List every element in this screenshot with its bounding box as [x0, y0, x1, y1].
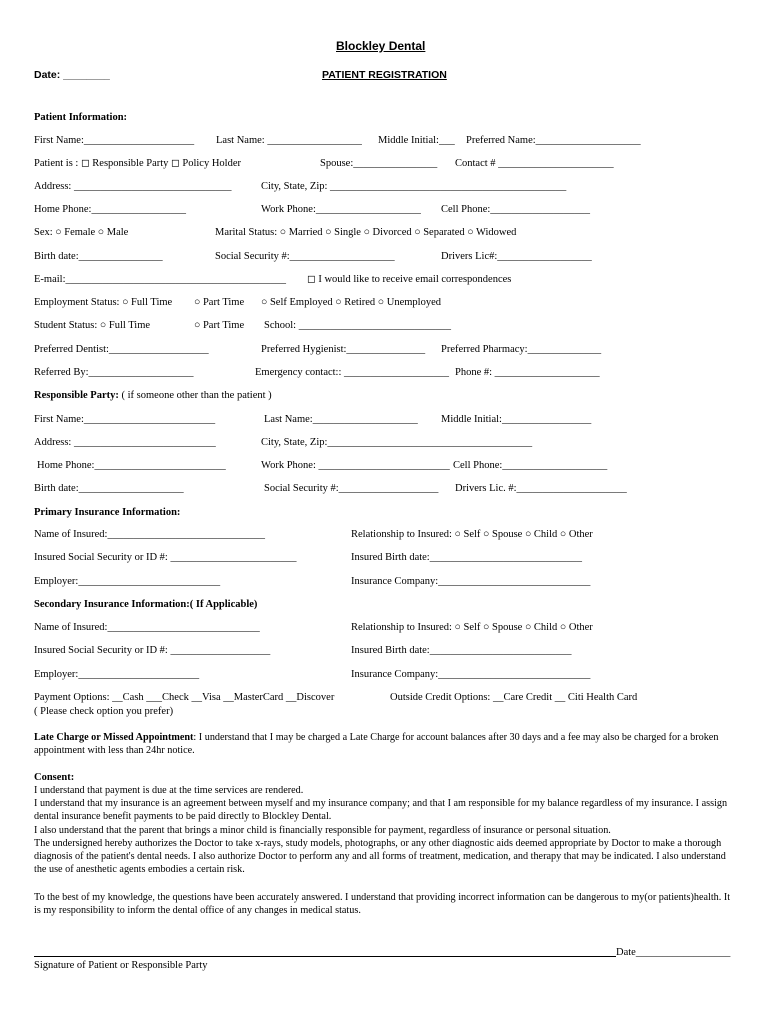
rp-work-phone-field[interactable]: Work Phone: _________________________: [261, 460, 450, 471]
patient-middle-initial-field[interactable]: Middle Initial:___: [378, 135, 455, 146]
employment-part-time-option[interactable]: ○ Part Time: [194, 297, 245, 308]
patient-is-options[interactable]: Patient is : ◻ Responsible Party ◻ Policy Holder: [34, 158, 242, 169]
patient-work-phone-field[interactable]: Work Phone:____________________: [261, 204, 421, 215]
rp-last-name-field[interactable]: Last Name:____________________: [264, 414, 418, 425]
primary-name-of-insured-field[interactable]: Name of Insured:______________________________: [34, 529, 265, 540]
patient-preferred-name-field[interactable]: Preferred Name:____________________: [466, 135, 641, 146]
rp-first-name-field[interactable]: First Name:_________________________: [34, 414, 216, 425]
employment-other-options[interactable]: ○ Self Employed ○ Retired ○ Unemployed: [261, 297, 441, 308]
email-field[interactable]: E-mail:__________________________________________: [34, 274, 286, 285]
student-status-options[interactable]: Student Status: ○ Full Time: [34, 320, 151, 331]
patient-city-state-zip-field[interactable]: City, State, Zip: _____________________________________________: [261, 181, 567, 192]
payment-options[interactable]: Payment Options: __Cash ___Check __Visa __MasterCard __Discover: [34, 692, 335, 703]
secondary-employer-field[interactable]: Employer:_______________________: [34, 669, 200, 680]
employment-status-options[interactable]: Employment Status: ○ Full Time: [34, 297, 173, 308]
clinic-name: Blockley Dental: [336, 39, 426, 53]
payment-note: ( Please check option you prefer): [34, 706, 174, 717]
consent-line: The undersigned hereby authorizes the Doctor to take x-rays, study models, photographs, or any other diagnostic aids deemed appropriate by Doctor to make a thorough diagnosis of the patient's dental needs. I also authorize Doctor to perform any and all forms of treatment, medication, and therapy that may be indicated. I also understand the use of anesthetic agents embodies a certain risk.: [34, 837, 726, 876]
preferred-hygienist-field[interactable]: Preferred Hygienist:_______________: [261, 344, 426, 355]
primary-ssn-field[interactable]: Insured Social Security or ID #: ________________________: [34, 552, 297, 563]
responsible-party-title: Responsible Party:: [34, 390, 119, 401]
rp-drivers-lic-field[interactable]: Drivers Lic. #:_____________________: [455, 483, 627, 494]
late-charge-heading: Late Charge or Missed Appointment: [34, 732, 194, 743]
contact-field[interactable]: Contact # ______________________: [455, 158, 614, 169]
signature-caption: Signature of Patient or Responsible Party: [34, 960, 208, 971]
consent-line: I understand that my insurance is an agreement between myself and my insurance company; and that I am responsible for my balance regardless of my insurance. I assign dental insurance benefit payments to be paid directly to Blockley Dental.: [34, 798, 728, 823]
rp-cell-phone-field[interactable]: Cell Phone:____________________: [453, 460, 608, 471]
rp-city-state-zip-field[interactable]: City, State, Zip:_______________________________________: [261, 437, 533, 448]
patient-cell-phone-field[interactable]: Cell Phone:___________________: [441, 204, 591, 215]
preferred-dentist-field[interactable]: Preferred Dentist:___________________: [34, 344, 209, 355]
knowledge-statement: To the best of my knowledge, the questions have been accurately answered. I understand that providing incorrect information can be dangerous to my(or patients)health. It is my responsibility to inform the dental office of any changes in medical status.: [34, 892, 731, 917]
secondary-company-field[interactable]: Insurance Company:_____________________________: [351, 669, 591, 680]
primary-relationship-options[interactable]: Relationship to Insured: ○ Self ○ Spouse ○ Child ○ Other: [351, 529, 593, 540]
outside-credit-options[interactable]: Outside Credit Options: __Care Credit __ Citi Health Card: [390, 692, 638, 703]
email-opt-in-checkbox[interactable]: ◻ I would like to receive email correspondences: [307, 274, 512, 285]
consent-heading: Consent:: [34, 772, 75, 783]
school-field[interactable]: School: _____________________________: [264, 320, 451, 331]
responsible-party-heading: [34, 389, 272, 402]
signature-line[interactable]: [34, 956, 616, 957]
patient-address-field[interactable]: Address: ______________________________: [34, 181, 232, 192]
rp-home-phone-field[interactable]: Home Phone:_________________________: [37, 460, 226, 471]
patient-ssn-field[interactable]: Social Security #:____________________: [215, 251, 395, 262]
patient-birth-date-field[interactable]: Birth date:________________: [34, 251, 163, 262]
late-charge-text: : I understand that I may be charged a Late Charge for account balances after 30 days and a fee may also be charged for a broken appointment with less than 24hr notice.: [34, 732, 719, 757]
primary-employer-field[interactable]: Employer:___________________________: [34, 576, 221, 587]
primary-insurance-heading: Primary Insurance Information:: [34, 507, 181, 518]
patient-last-name-field[interactable]: Last Name: __________________: [216, 135, 362, 146]
emergency-phone-field[interactable]: Phone #: ____________________: [455, 367, 600, 378]
form-title: PATIENT REGISTRATION: [322, 69, 447, 81]
rp-middle-initial-field[interactable]: Middle Initial:_________________: [441, 414, 592, 425]
secondary-relationship-options[interactable]: Relationship to Insured: ○ Self ○ Spouse ○ Child ○ Other: [351, 622, 593, 633]
marital-status-options[interactable]: Marital Status: ○ Married ○ Single ○ Divorced ○ Separated ○ Widowed: [215, 227, 517, 238]
consent-body: [34, 784, 734, 876]
responsible-party-note: ( if someone other than the patient ): [118, 390, 272, 401]
signature-date-field[interactable]: Date__________________: [616, 947, 731, 958]
emergency-contact-field[interactable]: Emergency contact:: ____________________: [255, 367, 450, 378]
referred-by-field[interactable]: Referred By:____________________: [34, 367, 194, 378]
consent-line: I understand that payment is due at the time services are rendered.: [34, 785, 304, 796]
spouse-field[interactable]: Spouse:________________: [320, 158, 438, 169]
secondary-ssn-field[interactable]: Insured Social Security or ID #: ___________________: [34, 645, 271, 656]
secondary-insurance-heading: Secondary Insurance Information:( If Applicable): [34, 599, 258, 610]
preferred-pharmacy-field[interactable]: Preferred Pharmacy:______________: [441, 344, 602, 355]
primary-company-field[interactable]: Insurance Company:_____________________________: [351, 576, 591, 587]
consent-line: I also understand that the parent that brings a minor child is financially responsible for payment, regardless of insurance or personal situation.: [34, 824, 611, 836]
sex-options[interactable]: Sex: ○ Female ○ Male: [34, 227, 129, 238]
rp-ssn-field[interactable]: Social Security #:___________________: [264, 483, 439, 494]
patient-info-heading: Patient Information:: [34, 112, 128, 123]
rp-birth-date-field[interactable]: Birth date:____________________: [34, 483, 184, 494]
secondary-name-of-insured-field[interactable]: Name of Insured:_____________________________: [34, 622, 260, 633]
student-part-time-option[interactable]: ○ Part Time: [194, 320, 245, 331]
patient-first-name-field[interactable]: First Name:_____________________: [34, 135, 195, 146]
patient-drivers-lic-field[interactable]: Drivers Lic#:__________________: [441, 251, 592, 262]
late-charge-paragraph: [34, 731, 734, 757]
date-field[interactable]: Date: ________: [34, 69, 110, 81]
primary-birth-date-field[interactable]: Insured Birth date:_____________________________: [351, 552, 582, 563]
secondary-birth-date-field[interactable]: Insured Birth date:___________________________: [351, 645, 572, 656]
patient-home-phone-field[interactable]: Home Phone:__________________: [34, 204, 186, 215]
rp-address-field[interactable]: Address: ___________________________: [34, 437, 216, 448]
